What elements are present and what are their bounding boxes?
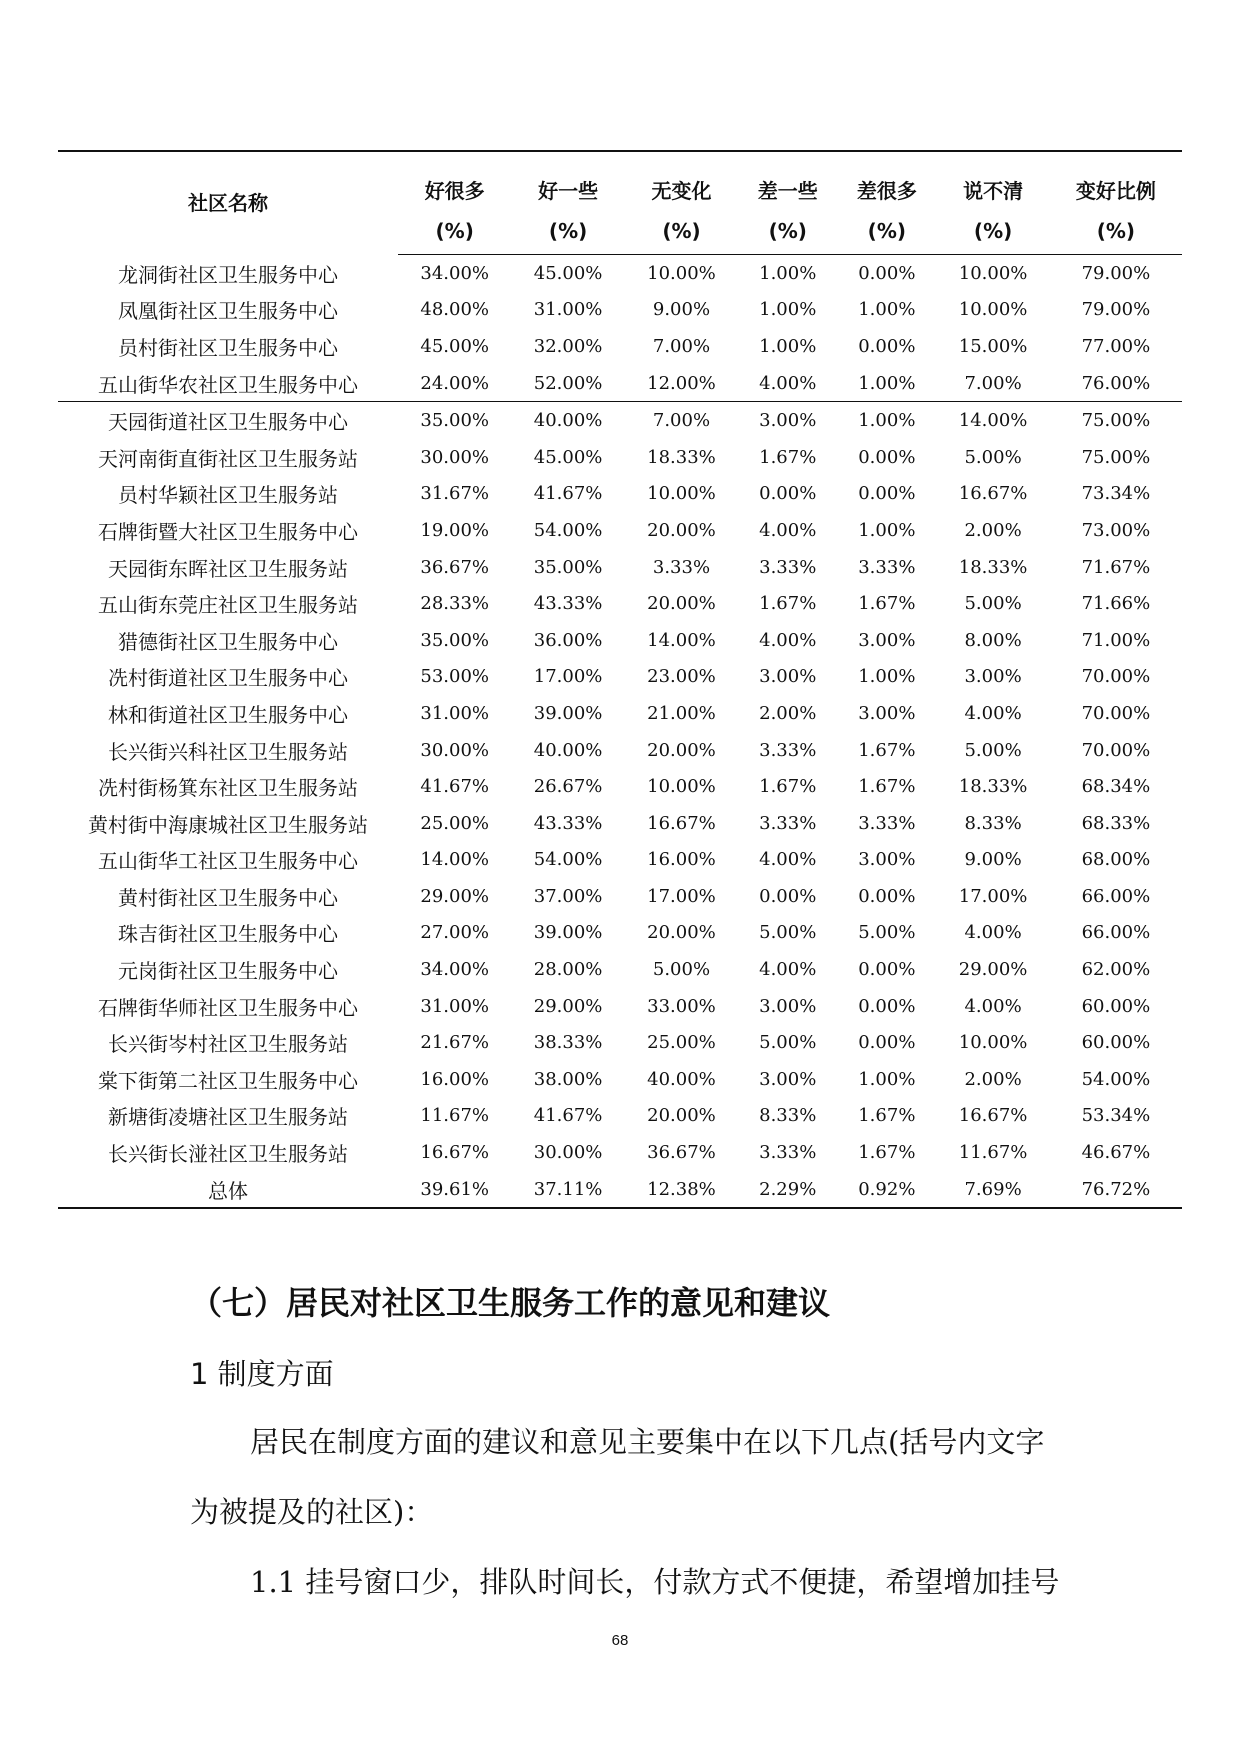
percent-cell: 3.00%: [858, 629, 916, 651]
percent-cell: 10.00%: [958, 299, 1028, 321]
percent-cell: 8.00%: [964, 629, 1022, 651]
percent-cell: 76.00%: [1050, 365, 1182, 402]
percent-cell: 3.33%: [759, 812, 817, 834]
percent-cell: 1.67%: [858, 776, 916, 798]
community-name-cell: 冼村街杨箕东社区卫生服务站: [98, 776, 358, 801]
percent-cell: 43.33%: [533, 593, 603, 615]
community-name-cell: 总体: [58, 1171, 398, 1209]
percent-cell: 60.00%: [1081, 995, 1151, 1017]
table-row: [58, 1061, 1182, 1098]
table-row: [58, 1024, 1182, 1061]
percent-cell: 40.00%: [533, 410, 603, 432]
percent-cell: 11.67%: [420, 1105, 490, 1127]
percent-cell: 4.00%: [738, 365, 837, 402]
percent-cell: 77.00%: [1081, 335, 1151, 357]
header-unit: (%): [936, 208, 1049, 255]
percent-cell: 36.00%: [533, 629, 603, 651]
percent-cell: 1.67%: [858, 1105, 916, 1127]
percent-cell: 0.00%: [858, 483, 916, 505]
percent-cell: 10.00%: [647, 776, 716, 798]
percent-cell: 17.00%: [533, 666, 603, 688]
paragraph-line-3: 1.1 挂号窗口少，排队时间长，付款方式不便捷，希望增加挂号: [250, 1565, 1060, 1599]
percent-cell: 25.00%: [420, 812, 490, 834]
percent-cell: 3.33%: [858, 812, 916, 834]
percent-cell: 0.00%: [858, 959, 916, 981]
percent-cell: 40.00%: [533, 739, 603, 761]
percent-cell: 3.33%: [652, 556, 711, 578]
community-name-cell: 珠吉街社区卫生服务中心: [118, 922, 338, 947]
community-name-cell: 员村街社区卫生服务中心: [118, 335, 338, 360]
table-row: [58, 805, 1182, 842]
percent-cell: 0.00%: [858, 885, 916, 907]
percent-cell: 5.00%: [964, 593, 1022, 615]
percent-cell: 39.00%: [533, 702, 603, 724]
percent-cell: 37.00%: [533, 885, 603, 907]
percent-cell: 34.00%: [420, 959, 490, 981]
percent-cell: 29.00%: [420, 885, 490, 907]
percent-cell: 4.00%: [964, 995, 1022, 1017]
satisfaction-table-container: [58, 150, 1182, 1209]
percent-cell: 8.33%: [964, 812, 1022, 834]
percent-cell: 8.33%: [759, 1105, 817, 1127]
percent-cell: 31.00%: [420, 702, 490, 724]
percent-cell: 7.69%: [936, 1171, 1049, 1209]
percent-cell: 43.33%: [533, 812, 603, 834]
percent-cell: 31.00%: [533, 299, 603, 321]
percent-cell: 10.00%: [958, 262, 1028, 284]
percent-cell: 18.33%: [958, 776, 1028, 798]
table-row: [58, 585, 1182, 622]
percent-cell: 3.00%: [759, 666, 817, 688]
percent-cell: 7.00%: [652, 410, 711, 432]
table-row: [58, 1134, 1182, 1171]
community-name-cell: 长兴街岑村社区卫生服务站: [108, 1032, 348, 1057]
percent-cell: 3.00%: [964, 666, 1022, 688]
percent-cell: 52.00%: [511, 365, 624, 402]
percent-cell: 1.67%: [759, 446, 817, 468]
percent-cell: 1.00%: [858, 410, 916, 432]
percent-cell: 71.00%: [1081, 629, 1151, 651]
percent-cell: 0.92%: [837, 1171, 936, 1209]
table-row: [58, 402, 1182, 439]
table-row: [58, 328, 1182, 365]
header-unit: (%): [625, 208, 738, 255]
percent-cell: 23.00%: [647, 666, 716, 688]
header-unit: (%): [738, 208, 837, 255]
percent-cell: 41.67%: [533, 1105, 603, 1127]
community-name-cell: 石牌街华师社区卫生服务中心: [98, 995, 358, 1020]
percent-cell: 1.00%: [759, 335, 817, 357]
table-row: [58, 878, 1182, 915]
percent-cell: 7.00%: [652, 335, 711, 357]
community-name-cell: 天园街东晖社区卫生服务站: [108, 556, 348, 581]
percent-cell: 38.00%: [533, 1068, 603, 1090]
percent-cell: 48.00%: [420, 299, 490, 321]
percent-cell: 54.00%: [1081, 1068, 1151, 1090]
percent-cell: 10.00%: [647, 262, 716, 284]
section-title: （七）居民对社区卫生服务工作的意见和建议: [190, 1284, 831, 1322]
header-row-labels: [58, 151, 1182, 208]
community-name-cell: 五山街华工社区卫生服务中心: [98, 849, 358, 874]
percent-cell: 0.00%: [858, 262, 916, 284]
percent-cell: 24.00%: [398, 365, 511, 402]
percent-cell: 25.00%: [647, 1032, 716, 1054]
percent-cell: 70.00%: [1081, 739, 1151, 761]
percent-cell: 29.00%: [533, 995, 603, 1017]
table-row: [58, 255, 1182, 292]
percent-cell: 28.33%: [420, 593, 490, 615]
percent-cell: 68.00%: [1081, 849, 1151, 871]
percent-cell: 4.00%: [964, 702, 1022, 724]
percent-cell: 68.34%: [1081, 776, 1151, 798]
percent-cell: 30.00%: [420, 739, 490, 761]
percent-cell: 12.00%: [625, 365, 738, 402]
percent-cell: 36.67%: [420, 556, 490, 578]
percent-cell: 16.00%: [420, 1068, 490, 1090]
percent-cell: 9.00%: [964, 849, 1022, 871]
percent-cell: 1.00%: [837, 365, 936, 402]
percent-cell: 73.34%: [1081, 483, 1151, 505]
percent-cell: 2.00%: [759, 702, 817, 724]
community-name-cell: 石牌街暨大社区卫生服务中心: [98, 519, 358, 544]
percent-cell: 30.00%: [533, 1142, 603, 1164]
percent-cell: 0.00%: [858, 1032, 916, 1054]
percent-cell: 3.00%: [858, 849, 916, 871]
percent-cell: 35.00%: [420, 410, 490, 432]
table-row: [58, 951, 1182, 988]
header-unit: (%): [837, 208, 936, 255]
percent-cell: 1.67%: [759, 776, 817, 798]
percent-cell: 34.00%: [420, 262, 490, 284]
percent-cell: 41.67%: [420, 776, 490, 798]
header-unit: (%): [398, 208, 511, 255]
community-name-cell: 长兴街兴科社区卫生服务站: [108, 739, 348, 764]
percent-cell: 39.61%: [398, 1171, 511, 1209]
percent-cell: 17.00%: [647, 885, 716, 907]
percent-cell: 27.00%: [420, 922, 490, 944]
percent-cell: 66.00%: [1081, 885, 1151, 907]
community-name-cell: 黄村街社区卫生服务中心: [118, 885, 338, 910]
header-unit: (%): [511, 208, 624, 255]
table-row: [58, 768, 1182, 805]
percent-cell: 12.38%: [625, 1171, 738, 1209]
percent-cell: 46.67%: [1081, 1142, 1151, 1164]
table-row: [58, 476, 1182, 513]
community-name-cell: 冼村街道社区卫生服务中心: [108, 666, 348, 691]
table-row: [58, 695, 1182, 732]
percent-cell: 73.00%: [1081, 519, 1151, 541]
header-somewhat-better: 好一些: [511, 151, 624, 208]
percent-cell: 5.00%: [652, 959, 711, 981]
community-name-cell: 猎德街社区卫生服务中心: [118, 629, 338, 654]
header-unit: (%): [1050, 208, 1182, 255]
community-name-cell: 长兴街长湴社区卫生服务站: [108, 1142, 348, 1167]
percent-cell: 20.00%: [647, 1105, 716, 1127]
percent-cell: 66.00%: [1081, 922, 1151, 944]
header-much-worse: 差很多: [837, 151, 936, 208]
percent-cell: 3.00%: [759, 410, 817, 432]
percent-cell: 41.67%: [533, 483, 603, 505]
subsection-title: 1 制度方面: [190, 1357, 334, 1391]
table-row: [58, 1171, 1182, 1209]
percent-cell: 10.00%: [958, 1032, 1028, 1054]
community-name-cell: 元岗街社区卫生服务中心: [118, 959, 338, 984]
percent-cell: 75.00%: [1081, 410, 1151, 432]
percent-cell: 53.00%: [420, 666, 490, 688]
percent-cell: 20.00%: [647, 739, 716, 761]
percent-cell: 53.34%: [1081, 1105, 1151, 1127]
paragraph-line-2: 为被提及的社区)：: [190, 1495, 434, 1529]
community-health-change-table: [58, 150, 1182, 1209]
table-row: [58, 365, 1182, 402]
percent-cell: 30.00%: [420, 446, 490, 468]
percent-cell: 60.00%: [1081, 1032, 1151, 1054]
header-unclear: 说不清: [936, 151, 1049, 208]
percent-cell: 26.67%: [533, 776, 603, 798]
percent-cell: 1.67%: [858, 593, 916, 615]
percent-cell: 71.67%: [1081, 556, 1151, 578]
percent-cell: 37.11%: [511, 1171, 624, 1209]
percent-cell: 70.00%: [1081, 702, 1151, 724]
percent-cell: 5.00%: [759, 922, 817, 944]
percent-cell: 35.00%: [533, 556, 603, 578]
table-row: [58, 512, 1182, 549]
percent-cell: 9.00%: [652, 299, 711, 321]
percent-cell: 36.67%: [647, 1142, 716, 1164]
percent-cell: 3.33%: [759, 739, 817, 761]
percent-cell: 4.00%: [964, 922, 1022, 944]
header-somewhat-worse: 差一些: [738, 151, 837, 208]
percent-cell: 7.00%: [936, 365, 1049, 402]
percent-cell: 1.00%: [858, 1068, 916, 1090]
percent-cell: 3.33%: [759, 1142, 817, 1164]
percent-cell: 16.67%: [958, 483, 1028, 505]
percent-cell: 45.00%: [533, 446, 603, 468]
percent-cell: 16.00%: [647, 849, 716, 871]
percent-cell: 38.33%: [533, 1032, 603, 1054]
percent-cell: 14.00%: [647, 629, 716, 651]
percent-cell: 1.67%: [759, 593, 817, 615]
percent-cell: 4.00%: [759, 519, 817, 541]
percent-cell: 3.00%: [759, 995, 817, 1017]
community-name-cell: 凤凰街社区卫生服务中心: [118, 299, 338, 324]
percent-cell: 33.00%: [647, 995, 716, 1017]
percent-cell: 79.00%: [1081, 299, 1151, 321]
percent-cell: 71.66%: [1081, 593, 1151, 615]
community-name-cell: 龙洞街社区卫生服务中心: [118, 262, 338, 287]
percent-cell: 54.00%: [533, 519, 603, 541]
table-row: [58, 988, 1182, 1025]
community-name-cell: 五山街华农社区卫生服务中心: [58, 365, 398, 402]
percent-cell: 0.00%: [858, 446, 916, 468]
percent-cell: 5.00%: [964, 446, 1022, 468]
percent-cell: 2.00%: [964, 519, 1022, 541]
percent-cell: 5.00%: [964, 739, 1022, 761]
percent-cell: 79.00%: [1081, 262, 1151, 284]
paragraph-line-1: 居民在制度方面的建议和意见主要集中在以下几点(括号内文字: [250, 1425, 1045, 1459]
community-name-cell: 棠下街第二社区卫生服务中心: [98, 1068, 358, 1093]
community-name-cell: 新塘街凌塘社区卫生服务站: [108, 1105, 348, 1130]
table-row: [58, 439, 1182, 476]
percent-cell: 20.00%: [647, 519, 716, 541]
percent-cell: 11.67%: [958, 1142, 1028, 1164]
table-header: [58, 151, 1182, 255]
percent-cell: 32.00%: [533, 335, 603, 357]
percent-cell: 14.00%: [958, 410, 1028, 432]
percent-cell: 15.00%: [958, 335, 1028, 357]
community-name-cell: 天河南街直街社区卫生服务站: [98, 446, 358, 471]
percent-cell: 19.00%: [420, 519, 490, 541]
percent-cell: 1.00%: [858, 299, 916, 321]
community-name-cell: 黄村街中海康城社区卫生服务站: [88, 812, 368, 837]
percent-cell: 2.00%: [964, 1068, 1022, 1090]
percent-cell: 5.00%: [858, 922, 916, 944]
percent-cell: 68.33%: [1081, 812, 1151, 834]
percent-cell: 2.29%: [738, 1171, 837, 1209]
percent-cell: 70.00%: [1081, 666, 1151, 688]
table-row: [58, 659, 1182, 696]
percent-cell: 0.00%: [759, 483, 817, 505]
table-row: [58, 549, 1182, 586]
percent-cell: 4.00%: [759, 849, 817, 871]
percent-cell: 31.00%: [420, 995, 490, 1017]
percent-cell: 14.00%: [420, 849, 490, 871]
header-better-ratio: 变好比例: [1050, 151, 1182, 208]
percent-cell: 39.00%: [533, 922, 603, 944]
page-number: 68: [611, 1632, 629, 1649]
table-row: [58, 842, 1182, 879]
percent-cell: 1.00%: [759, 262, 817, 284]
percent-cell: 1.67%: [858, 739, 916, 761]
percent-cell: 1.00%: [858, 519, 916, 541]
header-much-better: 好很多: [398, 151, 511, 208]
table-body: [58, 255, 1182, 1209]
percent-cell: 5.00%: [759, 1032, 817, 1054]
community-name-cell: 天园街道社区卫生服务中心: [108, 410, 348, 435]
percent-cell: 18.33%: [647, 446, 716, 468]
percent-cell: 29.00%: [958, 959, 1028, 981]
percent-cell: 18.33%: [958, 556, 1028, 578]
header-no-change: 无变化: [625, 151, 738, 208]
percent-cell: 4.00%: [759, 959, 817, 981]
table-row: [58, 915, 1182, 952]
percent-cell: 20.00%: [647, 922, 716, 944]
percent-cell: 3.00%: [759, 1068, 817, 1090]
percent-cell: 4.00%: [759, 629, 817, 651]
percent-cell: 0.00%: [858, 995, 916, 1017]
percent-cell: 3.33%: [759, 556, 817, 578]
percent-cell: 0.00%: [858, 335, 916, 357]
percent-cell: 35.00%: [420, 629, 490, 651]
community-name-cell: 林和街道社区卫生服务中心: [108, 702, 348, 727]
percent-cell: 40.00%: [647, 1068, 716, 1090]
percent-cell: 0.00%: [759, 885, 817, 907]
percent-cell: 1.00%: [759, 299, 817, 321]
percent-cell: 21.00%: [647, 702, 716, 724]
percent-cell: 54.00%: [533, 849, 603, 871]
percent-cell: 28.00%: [533, 959, 603, 981]
community-name-cell: 五山街东莞庄社区卫生服务站: [98, 593, 358, 618]
percent-cell: 20.00%: [647, 593, 716, 615]
community-name-cell: 员村华颖社区卫生服务站: [118, 483, 338, 508]
percent-cell: 10.00%: [647, 483, 716, 505]
percent-cell: 62.00%: [1081, 959, 1151, 981]
percent-cell: 75.00%: [1081, 446, 1151, 468]
percent-cell: 3.00%: [858, 702, 916, 724]
percent-cell: 3.33%: [858, 556, 916, 578]
header-community-name: 社区名称: [58, 151, 398, 255]
table-row: [58, 622, 1182, 659]
percent-cell: 16.67%: [647, 812, 716, 834]
table-row: [58, 1098, 1182, 1135]
percent-cell: 16.67%: [420, 1142, 490, 1164]
table-row: [58, 732, 1182, 769]
percent-cell: 1.00%: [858, 666, 916, 688]
percent-cell: 21.67%: [420, 1032, 490, 1054]
percent-cell: 45.00%: [533, 262, 603, 284]
percent-cell: 76.72%: [1050, 1171, 1182, 1209]
percent-cell: 31.67%: [420, 483, 490, 505]
percent-cell: 16.67%: [958, 1105, 1028, 1127]
percent-cell: 17.00%: [958, 885, 1028, 907]
percent-cell: 1.67%: [858, 1142, 916, 1164]
table-row: [58, 292, 1182, 329]
percent-cell: 45.00%: [420, 335, 490, 357]
